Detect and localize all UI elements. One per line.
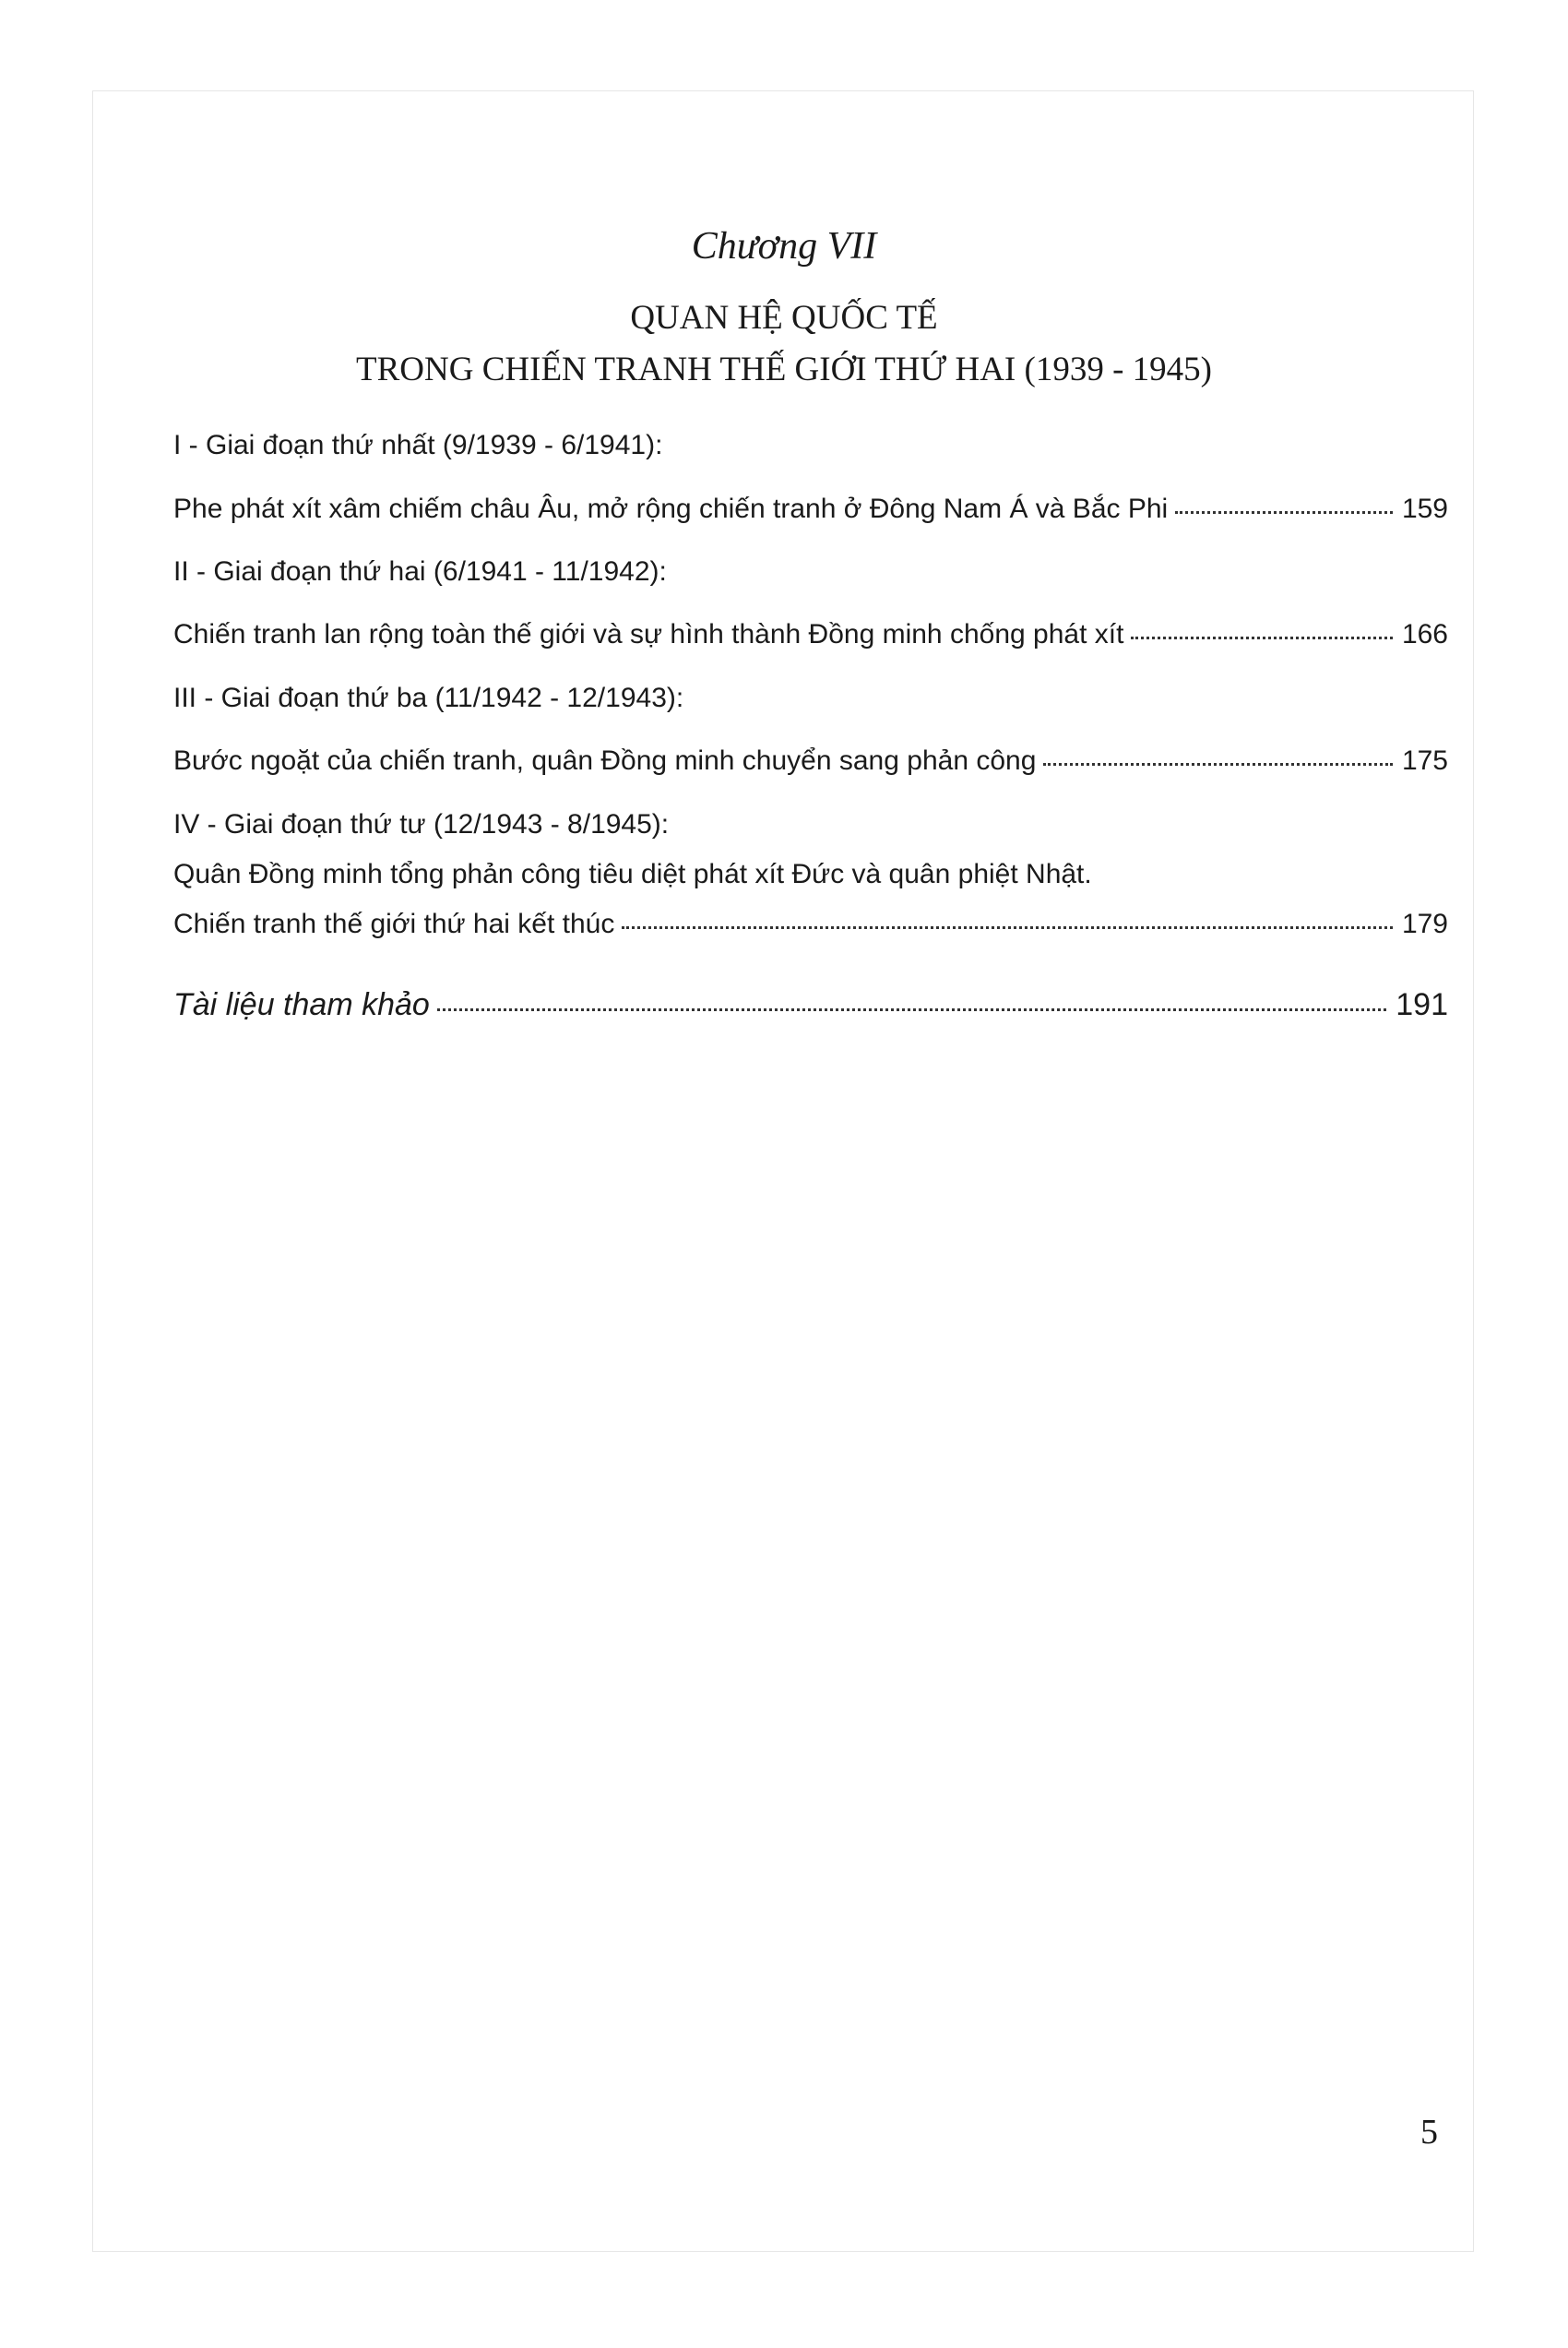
toc-page-number: 159 [1401, 494, 1448, 524]
toc-page-number: 175 [1401, 745, 1448, 776]
dot-leader [437, 1008, 1386, 1011]
page-frame [92, 90, 1474, 2252]
page-number: 5 [1420, 2113, 1438, 2151]
toc-entry-section-4-line1[interactable] [173, 861, 1448, 888]
dot-leader [1043, 763, 1393, 766]
toc-entry-section-4[interactable] [173, 911, 1448, 938]
toc-entry-label: Quân Đồng minh tổng phản công tiêu diệt phát xít Đức và quân phiệt Nhật. [173, 859, 1092, 889]
toc-entry-label: Bước ngoặt của chiến tranh, quân Đồng minh chuyển sang phản công [173, 745, 1037, 776]
toc-entry-label: Phe phát xít xâm chiếm châu Âu, mở rộng chiến tranh ở Đông Nam Á và Bắc Phi [173, 494, 1169, 524]
toc-page-number: 166 [1401, 619, 1448, 650]
toc-entry-section-2[interactable] [173, 621, 1448, 649]
chapter-title-line2: TRONG CHIẾN TRANH THẾ GIỚI THỨ HAI (1939 - 1945) [356, 351, 1212, 388]
dot-leader [1131, 637, 1393, 639]
toc-entry-label: Chiến tranh lan rộng toàn thế giới và sự hình thành Đồng minh chống phát xít [173, 619, 1124, 650]
chapter-label: Chương VII [691, 225, 877, 268]
dot-leader [622, 926, 1393, 929]
toc-page-number: 191 [1396, 987, 1448, 1022]
toc-entry-section-3[interactable] [173, 747, 1448, 775]
dot-leader [1175, 511, 1393, 514]
toc-section-2-header: II - Giai đoạn thứ hai (6/1941 - 11/1942): [173, 556, 667, 587]
toc-entry-label: Tài liệu tham khảo [173, 987, 430, 1022]
toc-section-1-header: I - Giai đoạn thứ nhất (9/1939 - 6/1941): [173, 430, 663, 460]
toc-section-3-header: III - Giai đoạn thứ ba (11/1942 - 12/1943): [173, 683, 684, 713]
toc-entry-section-1[interactable] [173, 495, 1448, 523]
toc-page-number: 179 [1401, 909, 1448, 939]
toc-section-4-header: IV - Giai đoạn thứ tư (12/1943 - 8/1945): [173, 809, 670, 840]
toc-entry-references[interactable] [173, 989, 1448, 1020]
chapter-title-line1: QUAN HỆ QUỐC TẾ [630, 299, 938, 337]
toc-entry-label: Chiến tranh thế giới thứ hai kết thúc [173, 909, 615, 939]
